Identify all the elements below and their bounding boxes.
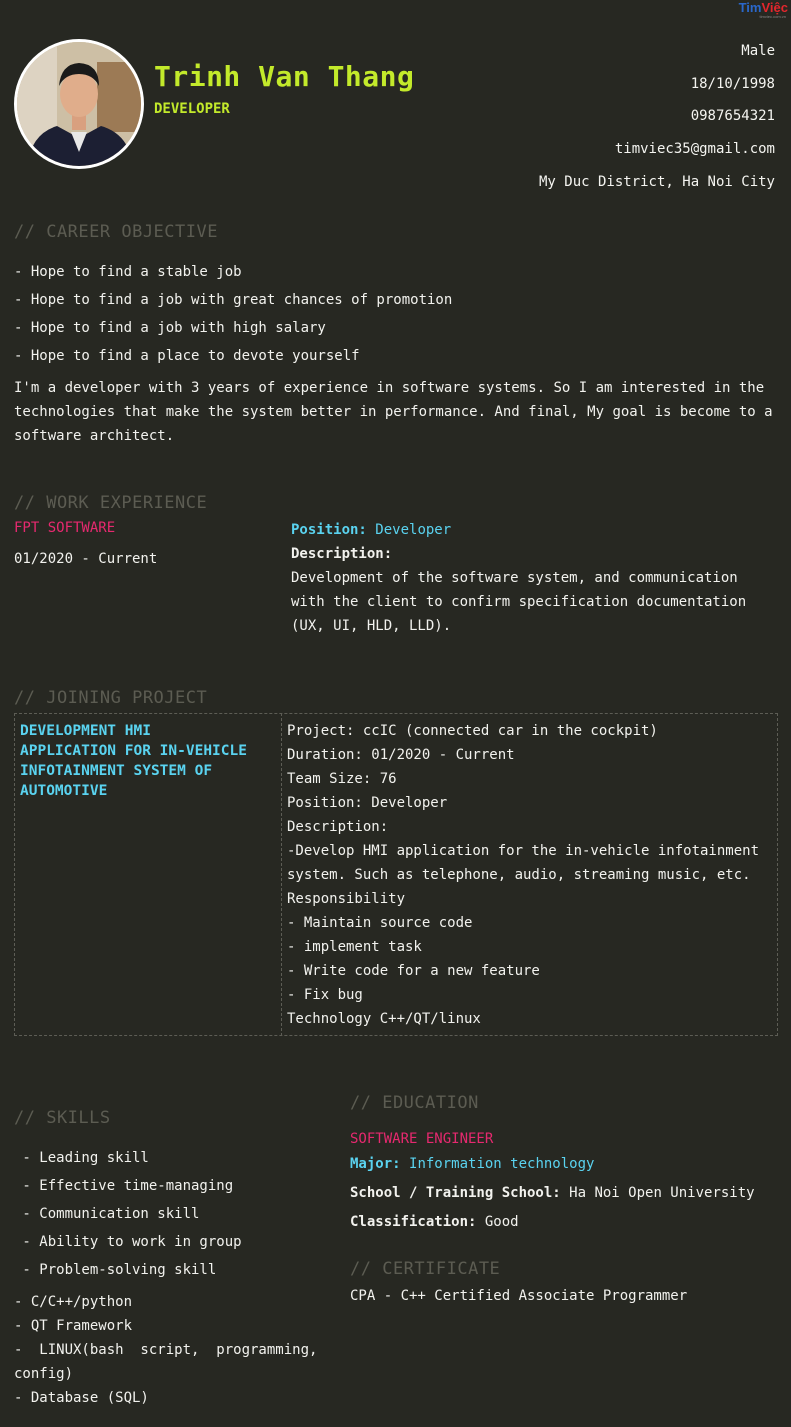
project-detail-line: - Fix bug [287, 987, 363, 1003]
position-value: Developer [375, 522, 452, 538]
timviec-logo: TimViệc [738, 0, 788, 15]
school-label: School / Training School: [350, 1185, 561, 1201]
joining-project-title: // JOINING PROJECT [14, 688, 208, 708]
school-value: Ha Noi Open University [569, 1185, 755, 1201]
project-detail-line: Responsibility [287, 891, 406, 907]
project-detail-line: - Maintain source code [287, 915, 473, 931]
project-detail-line: Project: ccIC (connected car in the cockpit) [287, 723, 658, 739]
major-value: Information technology [409, 1156, 595, 1172]
soft-skill-item: - Leading skill [14, 1150, 149, 1166]
career-objective-title: // CAREER OBJECTIVE [14, 222, 218, 242]
logo-subtitle: timviec.com.vn [759, 14, 786, 19]
project-detail-line: - implement task [287, 939, 422, 955]
project-table-divider [281, 713, 282, 1036]
degree: SOFTWARE ENGINEER [350, 1131, 494, 1147]
description-label: Description: [291, 546, 393, 562]
certificate-item: CPA - C++ Certified Associate Programmer [350, 1288, 688, 1304]
project-detail-line: system. Such as telephone, audio, streaming music, etc. [287, 867, 751, 883]
birthday: 18/10/1998 [690, 76, 775, 92]
phone: 0987654321 [690, 108, 775, 124]
project-detail-line: Description: [287, 819, 389, 835]
objective-item: - Hope to find a job with great chances of promotion [14, 292, 453, 308]
gender: Male [741, 43, 775, 59]
objective-summary-line: software architect. [14, 428, 175, 444]
project-details [287, 719, 772, 1031]
email[interactable]: timviec35@gmail.com [614, 141, 775, 157]
project-detail-line: Position: Developer [287, 795, 448, 811]
tech-skill-line: - C/C++/python [14, 1294, 133, 1310]
tech-skill-line: - QT Framework [14, 1318, 133, 1334]
tech-skill-line: - Database (SQL) [14, 1390, 149, 1406]
tech-skill-line: - LINUX(bash script, programming, [14, 1342, 318, 1358]
work-description-line: with the client to confirm specification documentation [291, 594, 747, 610]
work-position [291, 518, 451, 542]
project-detail-line: Duration: 01/2020 - Current [287, 747, 515, 763]
classification-label: Classification: [350, 1214, 477, 1230]
soft-skill-item: - Effective time-managing [14, 1178, 234, 1194]
work-period: 01/2020 - Current [14, 551, 158, 567]
project-detail-line: - Write code for a new feature [287, 963, 540, 979]
classification [350, 1210, 519, 1234]
work-description-line: Development of the software system, and communication [291, 570, 738, 586]
major [350, 1152, 594, 1176]
project-detail-line: Technology C++/QT/linux [287, 1011, 481, 1027]
objective-summary-line: technologies that make the system better in performance. And final, My goal is become to a [14, 404, 773, 420]
candidate-name: Trinh Van Thang [154, 60, 415, 93]
address: My Duc District, Ha Noi City [538, 174, 775, 190]
objective-item: - Hope to find a place to devote yourself [14, 348, 360, 364]
certificate-title: // CERTIFICATE [350, 1259, 501, 1279]
major-label: Major: [350, 1156, 401, 1172]
objective-item: - Hope to find a stable job [14, 264, 242, 280]
objective-summary-line: I'm a developer with 3 years of experience in software systems. So I am interested in the [14, 380, 765, 396]
tech-skill-line: config) [14, 1366, 74, 1382]
project-detail-line: -Develop HMI application for the in-vehicle infotainment [287, 843, 760, 859]
company-name: FPT SOFTWARE [14, 520, 116, 536]
project-detail-line: Team Size: 76 [287, 771, 397, 787]
school [350, 1181, 755, 1205]
objective-item: - Hope to find a job with high salary [14, 320, 326, 336]
work-description-line: (UX, UI, HLD, LLD). [291, 618, 452, 634]
position-label: Position: [291, 522, 367, 538]
job-title: DEVELOPER [154, 101, 230, 117]
project-name: DEVELOPMENT HMI APPLICATION FOR IN-VEHICLE INFOTAINMENT SYSTEM OF AUTOMOTIVE [20, 723, 247, 799]
classification-value: Good [484, 1214, 519, 1230]
work-experience-title: // WORK EXPERIENCE [14, 493, 208, 513]
profile-photo [17, 42, 141, 166]
soft-skill-item: - Communication skill [14, 1206, 200, 1222]
education-title: // EDUCATION [350, 1093, 479, 1113]
avatar [14, 39, 144, 169]
soft-skill-item: - Problem-solving skill [14, 1262, 217, 1278]
soft-skill-item: - Ability to work in group [14, 1234, 242, 1250]
skills-title: // SKILLS [14, 1108, 111, 1128]
